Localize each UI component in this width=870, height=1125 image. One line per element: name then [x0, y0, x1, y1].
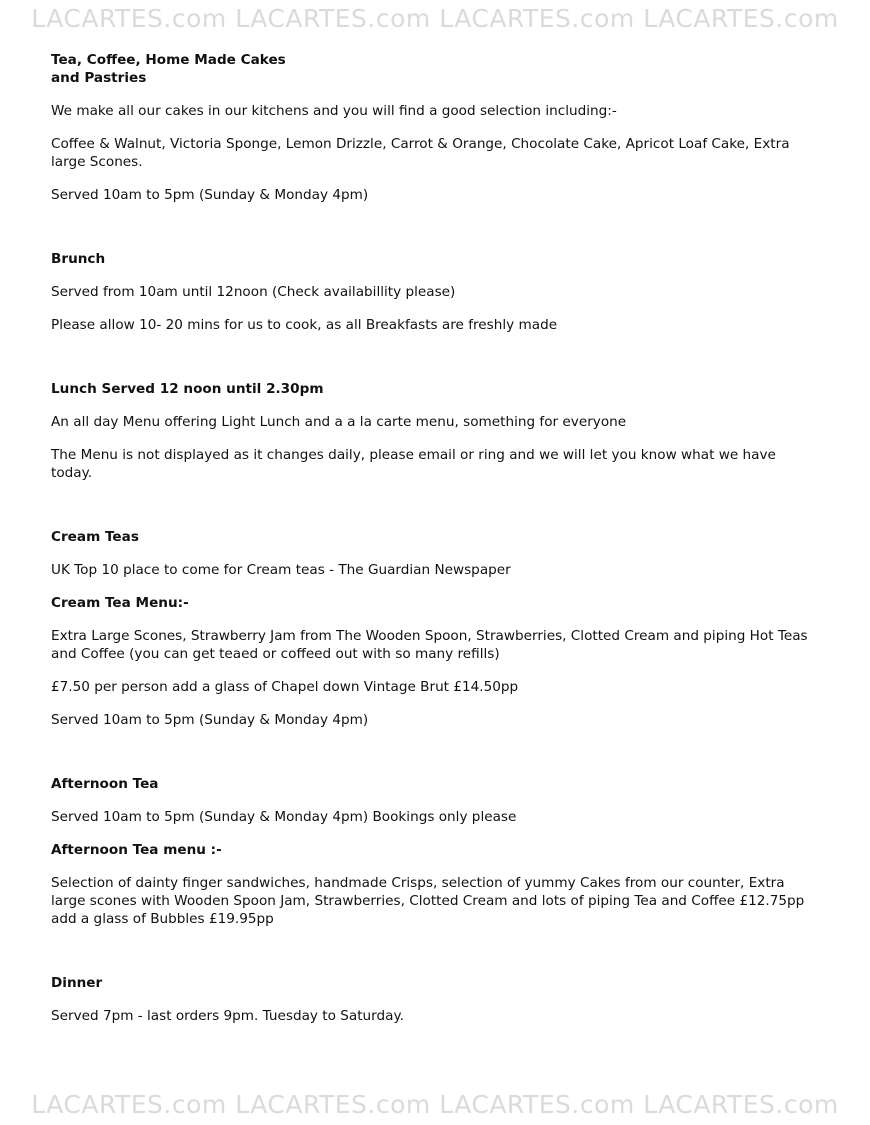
serving-hours: Served 10am to 5pm (Sunday & Monday 4pm) — [51, 712, 369, 728]
section-heading: Dinner — [51, 975, 103, 991]
section-heading: Tea, Coffee, Home Made Cakes and Pastries — [51, 52, 286, 86]
section-gap — [51, 219, 821, 250]
section-gap — [51, 744, 821, 775]
section-note: Please allow 10- 20 mins for us to cook, as all Breakfasts are freshly made — [51, 317, 558, 333]
section-intro: An all day Menu offering Light Lunch and a a la carte menu, something for everyone — [51, 414, 627, 430]
section-note: The Menu is not displayed as it changes daily, please email or ring and we will let you know what we have today. — [51, 447, 776, 481]
serving-hours: Served 10am to 5pm (Sunday & Monday 4pm) Bookings only please — [51, 809, 517, 825]
serving-hours: Served 10am to 5pm (Sunday & Monday 4pm) — [51, 187, 369, 203]
watermark-top: LACARTES.com LACARTES.com LACARTES.com LACARTES.com — [31, 4, 839, 33]
section-cream-teas — [51, 528, 821, 729]
section-heading: Brunch — [51, 251, 106, 267]
menu-heading: Cream Tea Menu:- — [51, 595, 189, 611]
serving-hours: Served from 10am until 12noon (Check availabillity please) — [51, 284, 456, 300]
section-dinner — [51, 974, 821, 1025]
cake-list: Coffee & Walnut, Victoria Sponge, Lemon Drizzle, Carrot & Orange, Chocolate Cake, Apricot Loaf Cake, Extra large Scones. — [51, 136, 790, 170]
menu-document — [51, 51, 821, 1040]
award-note: UK Top 10 place to come for Cream teas - The Guardian Newspaper — [51, 562, 511, 578]
watermark-bottom: LACARTES.com LACARTES.com LACARTES.com LACARTES.com — [31, 1090, 839, 1119]
section-tea-coffee-cakes — [51, 51, 821, 204]
menu-description: Selection of dainty finger sandwiches, handmade Crisps, selection of yummy Cakes from our counter, Extra large scones with Wooden Spoon Jam, Strawberries, Clotted Cream and lots of piping Tea and Coffee £12.75pp add a glass of Bubbles £19.95pp — [51, 875, 805, 927]
section-afternoon-tea — [51, 775, 821, 928]
section-gap — [51, 349, 821, 380]
section-gap — [51, 497, 821, 528]
menu-heading: Afternoon Tea menu :- — [51, 842, 222, 858]
section-heading: Lunch Served 12 noon until 2.30pm — [51, 381, 324, 397]
section-gap — [51, 943, 821, 974]
section-lunch — [51, 380, 821, 482]
serving-hours: Served 7pm - last orders 9pm. Tuesday to Saturday. — [51, 1008, 404, 1024]
section-heading: Afternoon Tea — [51, 776, 159, 792]
section-brunch — [51, 250, 821, 334]
menu-description: Extra Large Scones, Strawberry Jam from The Wooden Spoon, Strawberries, Clotted Cream and piping Hot Teas and Coffee (you can get teaed or coffeed out with so many refills) — [51, 628, 808, 662]
section-heading: Cream Teas — [51, 529, 139, 545]
price-note: £7.50 per person add a glass of Chapel down Vintage Brut £14.50pp — [51, 679, 519, 695]
section-intro: We make all our cakes in our kitchens and you will find a good selection including:- — [51, 103, 617, 119]
